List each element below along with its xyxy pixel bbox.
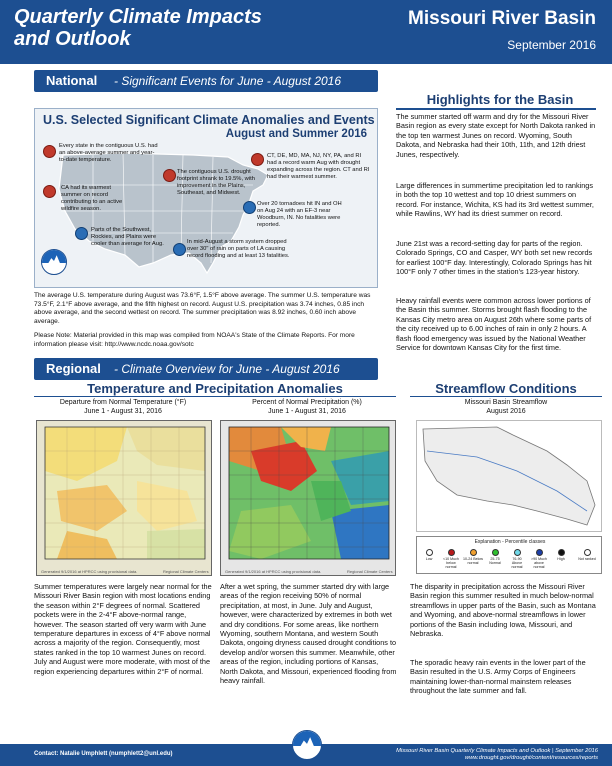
legend-swatch xyxy=(492,549,499,556)
national-summary: The average U.S. temperature during August was 73.6°F, 1.5°F above average. The summer U.S. temperature was 73.5°F, 2.1°F above average, and the fifth highest on record. August U.S. precipitation was 3.74 inches, 0.85 inch above average, and the second wettest on record. The summer precipitation was 8.92 inches, 0.60 inch above average. xyxy=(34,292,371,325)
legend-title: Explanation - Percentile classes xyxy=(474,539,546,545)
legend-item-much-above xyxy=(529,549,549,569)
footer-url[interactable]: www.drought.gov/drought/content/resources/reports xyxy=(464,755,598,761)
annotation-drought: The contiguous U.S. drought footprint shrank to 19.5%, with improvement in the Plains, Southeast, and Midwest. xyxy=(177,169,255,196)
report-date: September 2016 xyxy=(507,38,596,52)
legend-label: Not ranked xyxy=(578,557,596,561)
legend-item-above xyxy=(507,549,527,569)
national-banner-label: National xyxy=(46,73,98,88)
precipitation-map-credit: Regional Climate Centers xyxy=(347,569,393,574)
temperature-caption xyxy=(34,398,212,416)
legend-label: 10-24 Below normal xyxy=(463,557,483,565)
annotation-northeast: CT, DE, MD, MA, NJ, NY, PA, and RI had a record warm Aug with drought expanding across the region. CT and RI had their warmest summer. xyxy=(267,153,370,180)
temperature-discussion: Summer temperatures were largely near normal for the Missouri River Basin region with most locations ending the season within 2°F degrees of normal. Scattered pockets were in the 2-4°F above-normal range, however. The season started off very warm with June temperature departures in excess of 4°F above normal across a majority of the region. Consequently, most states ranked in the top 10 warmest Junes on record. July and August were more moderate, with most of the region experiencing departures within 2°F of normal. xyxy=(34,582,212,676)
annotation-louisiana: In mid-August a storm system dropped over 30" of rain on parts of LA causing record flooding and at least 13 fatalities. xyxy=(187,239,290,259)
streamflow-rule xyxy=(410,396,602,397)
us-map xyxy=(53,145,283,285)
legend-item-much-below xyxy=(441,549,461,569)
regional-banner-label: Regional xyxy=(46,361,101,376)
report-title xyxy=(14,6,284,50)
report-title-line1: Quarterly Climate Impacts xyxy=(14,6,262,28)
wildfire-icon xyxy=(43,185,56,198)
streamflow-title: Streamflow Conditions xyxy=(435,381,577,396)
national-map-panel xyxy=(34,108,378,288)
legend-item-low xyxy=(419,549,439,561)
warm-northeast-icon xyxy=(251,153,264,166)
footer-noaa-logo xyxy=(292,730,322,760)
streamflow-legend xyxy=(416,536,602,574)
drought-icon xyxy=(163,169,176,182)
legend-swatch xyxy=(584,549,591,556)
anomalies-title: Temperature and Precipitation Anomalies xyxy=(87,381,343,396)
streamflow-caption-title: Missouri Basin Streamflow xyxy=(464,399,548,406)
highlights-para-4: Heavy rainfall events were common across lower portions of the Basin this summer. Storms brought flash flooding to the Kansas City metro area on August 26th where some parts of the city received up to 6.00 inches of rain in only 2 hours. A flash flood emergency was issued by the National Weather Service for downtown Kansas City for the first time. xyxy=(396,296,592,353)
footer-citation xyxy=(396,748,598,762)
annotation-california: CA had its warmest summer on record contributing to an active wildfire season. xyxy=(61,185,123,212)
streamflow-caption-date: August 2016 xyxy=(486,408,526,415)
legend-item-below xyxy=(463,549,483,565)
legend-item-normal xyxy=(485,549,505,565)
precipitation-map-graphic xyxy=(221,421,396,567)
annotation-contiguous-temp: Every state in the contiguous U.S. had an above-average summer and year-to-date temperature. xyxy=(59,143,158,163)
national-note: Please Note: Material provided in this map was compiled from NOAA's State of the Climate Reports. For more information please visit: http://www.ncdc.noaa.gov/sotc xyxy=(34,332,355,348)
footer-contact: Contact: Natalie Umphlett (numphlett2@unl.edu) xyxy=(34,751,173,757)
legend-label: >90 Much above normal xyxy=(531,557,547,569)
header-bar xyxy=(0,0,612,64)
national-banner xyxy=(34,70,378,92)
temperature-caption-dates: June 1 - August 31, 2016 xyxy=(84,408,162,415)
footer-citation-title: Missouri River Basin Quarterly Climate Impacts and Outlook | September 2016 xyxy=(396,748,598,754)
precipitation-map-footnote: Generated 9/1/2016 at HPRCC using provisional data. xyxy=(225,569,322,574)
precipitation-anomaly-map xyxy=(220,420,396,576)
highlights-para-1: The summer started off warm and dry for the Missouri River Basin region as every state except for North Dakota ranked in the top ten warmest Junes on record. Wyoming, South Dakota, and Nebraska had their 10th, 11th, and 12th driest Junes, respectively. xyxy=(396,112,596,159)
temperature-map-footnote: Generated 9/1/2016 at HPRCC using provisional data. xyxy=(41,569,138,574)
legend-item-high xyxy=(551,549,571,561)
precipitation-discussion: After a wet spring, the summer started dry with large areas of the region receiving 50% of normal precipitation, at most, in June. July and August, however, were characterized by extremes in both wet and dry conditions. For some areas, like northern Wyoming, southern Montana, and western South Dakota, ongoing dryness caused drought conditions to develop and/or worsen this summer. Meanwhile, other areas of the region, including portions of Kansas, North Dakota, and Missouri, experienced flooding from heavy rainfall. xyxy=(220,582,397,686)
cool-event-icon xyxy=(75,227,88,240)
national-map-title: U.S. Selected Significant Climate Anomalies and Events xyxy=(43,113,375,127)
legend-label: <10 Much below normal xyxy=(443,557,459,569)
legend-swatch xyxy=(558,549,565,556)
anomalies-rule xyxy=(34,396,396,397)
legend-label: High xyxy=(557,557,565,561)
temperature-caption-title: Departure from Normal Temperature (°F) xyxy=(59,399,187,406)
legend-swatch xyxy=(514,549,521,556)
precipitation-caption xyxy=(218,398,396,416)
legend-label: 25-75 Normal xyxy=(489,557,501,565)
national-map-subtitle: August and Summer 2016 xyxy=(225,128,367,140)
streamflow-caption xyxy=(410,398,602,416)
regional-banner-subtitle: - Climate Overview for June - August 2016 xyxy=(114,362,340,376)
noaa-logo xyxy=(41,249,67,275)
regional-banner xyxy=(34,358,378,380)
legend-item-not-ranked xyxy=(577,549,597,561)
temperature-map-credit: Regional Climate Centers xyxy=(163,569,209,574)
highlights-para-2: Large differences in summertime precipitation led to rankings in both the top 10 wettest and top 10 driest summers on record. For instance, Wichita, KS had its 3rd wettest summer, while Rawlins, WY had its driest summer on record. xyxy=(396,181,594,219)
streamflow-map xyxy=(416,420,602,532)
temperature-map-graphic xyxy=(37,421,212,567)
highlights-rule xyxy=(396,108,596,110)
highlights-para-3: June 21st was a record-setting day for parts of the region. Colorado Springs, CO and Casper, WY both set new records for earliest 100°F day. Interestingly, Colorado Springs has hit 100°F only 7 other times in the station's 123-year history. xyxy=(396,239,593,277)
warm-event-icon xyxy=(43,145,56,158)
legend-swatch xyxy=(426,549,433,556)
streamflow-map-graphic xyxy=(417,421,603,533)
header-right xyxy=(408,8,596,52)
legend-swatch xyxy=(536,549,543,556)
highlights-title: Highlights for the Basin xyxy=(426,92,574,107)
precipitation-caption-dates: June 1 - August 31, 2016 xyxy=(268,408,346,415)
tornado-icon xyxy=(243,201,256,214)
annotation-tornadoes: Over 20 tornadoes hit IN and OH on Aug 24 with an EF-3 near Woodburn, IN. No fatalities were reported. xyxy=(257,201,342,228)
flooding-icon xyxy=(173,243,186,256)
legend-swatch xyxy=(448,549,455,556)
temperature-anomaly-map xyxy=(36,420,212,576)
annotation-cool-southwest: Parts of the Southwest, Rockies, and Plains were cooler than average for Aug. xyxy=(91,227,164,247)
basin-name: Missouri River Basin xyxy=(408,8,596,29)
precipitation-caption-title: Percent of Normal Precipitation (%) xyxy=(252,399,362,406)
national-banner-subtitle: - Significant Events for June - August 2016 xyxy=(114,74,342,88)
streamflow-para-2: The sporadic heavy rain events in the lower part of the Basin resulted in the U.S. Army Corps of Engineers maintaining lower-than-normal mainstem releases throughout the late summer and fall. xyxy=(410,658,586,696)
report-title-line2: and Outlook xyxy=(14,28,131,50)
legend-label: 76-90 Above normal xyxy=(511,557,523,569)
legend-swatch xyxy=(470,549,477,556)
legend-label: Low xyxy=(425,557,433,561)
streamflow-para-1: The disparity in precipitation across the Missouri River Basin region this summer resulted in much below-normal streamflows in upper parts of the Basin, such as Montana and Wyoming, and above-normal streamflows in lower portions of the Basin including Iowa, Missouri, and Nebraska. xyxy=(410,582,596,639)
